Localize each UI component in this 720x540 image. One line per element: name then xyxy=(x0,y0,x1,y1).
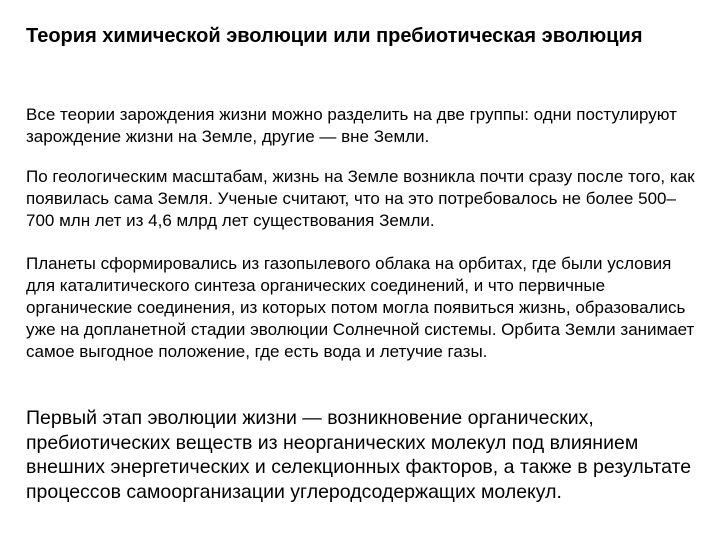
paragraph-geological-scale: По геологическим масштабам, жизнь на Земле возникла почти сразу после того, как появилась сама Земля. Ученые считают, что на это потребовалось не более 500–700 млн лет из 4,6 млрд лет существования Земли. xyxy=(26,167,695,230)
paragraph-theories-groups: Все теории зарождения жизни можно разделить на две группы: одни постулируют зарождение жизни на Земле, другие — вне Земли. xyxy=(26,105,677,146)
slide-title: Теория химической эволюции или пребиотическая эволюция xyxy=(26,25,643,47)
paragraph-planet-formation: Планеты сформировались из газопылевого облака на орбитах, где были условия для каталитического синтеза органических соединений, и что первичные органические соединения, из которых потом могла появиться жизнь, образовались уже на допланетной стадии эволюции Солнечной системы. Орбита Земли занимает самое выгодное положение, где есть вода и летучие газы. xyxy=(26,254,695,361)
paragraph-first-stage: Первый этап эволюции жизни — возникновение органических, пребиотических веществ из неорганических молекул под влиянием внешних энергетических и селекционных факторов, а также в результате процессов самоорганизации углеродсодержащих молекул. xyxy=(26,407,692,503)
